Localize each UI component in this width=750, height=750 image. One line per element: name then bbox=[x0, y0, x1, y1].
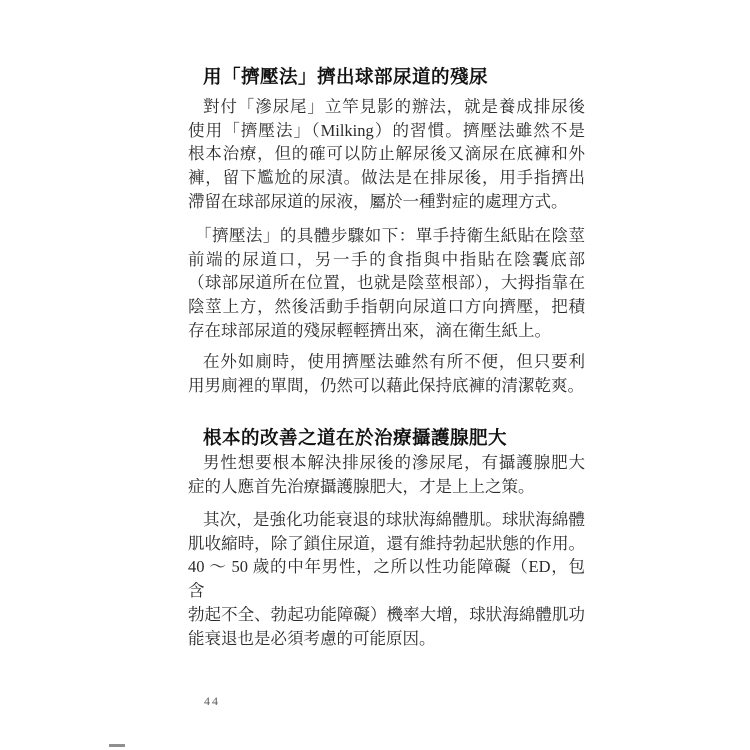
text-line: 勃起不全、勃起功能障礙）機率大增，球狀海綿體肌功 bbox=[188, 604, 585, 624]
section-heading-treatment: 根本的改善之道在於治療攝護腺肥大 bbox=[203, 427, 508, 448]
text-line: 對付「滲尿尾」立竿見影的辦法，就是養成排尿後 bbox=[203, 97, 585, 116]
text-line: 男性想要根本解決排尿後的滲尿尾，有攝護腺肥大 bbox=[203, 453, 585, 472]
section-heading-milking: 用「擠壓法」擠出球部尿道的殘尿 bbox=[203, 66, 489, 87]
paragraph-4 bbox=[188, 451, 585, 498]
text-line: （球部尿道所在位置，也就是陰莖根部），大拇指靠在 bbox=[188, 273, 585, 293]
text-line: 症的人應首先治療攝護腺肥大，才是上上之策。 bbox=[188, 476, 535, 496]
text-line: 能衰退也是必須考慮的可能原因。 bbox=[188, 628, 436, 648]
paragraph-5 bbox=[188, 508, 585, 650]
text-line: 其次，是強化功能衰退的球狀海綿體肌。球狀海綿體 bbox=[203, 510, 585, 529]
text-line: 用男廁裡的單間，仍然可以藉此保持底褲的清潔乾爽。 bbox=[188, 375, 584, 395]
paragraph-2 bbox=[188, 224, 585, 343]
text-line: 存在球部尿道的殘尿輕輕擠出來，滴在衛生紙上。 bbox=[188, 320, 551, 340]
paragraph-1 bbox=[188, 95, 585, 214]
text-line: 陰莖上方，然後活動手指朝向尿道口方向擠壓，把積 bbox=[188, 297, 585, 317]
text-line: 「擠壓法」的具體步驟如下：單手持衛生紙貼在陰莖 bbox=[195, 226, 585, 245]
text-line: 使用「擠壓法」（Milking）的習慣。擠壓法雖然不是 bbox=[188, 120, 585, 140]
text-line: 40 ～ 50 歲的中年男性，之所以性功能障礙（ED，包含 bbox=[188, 557, 585, 601]
bottom-edge-mark bbox=[109, 744, 125, 747]
page-number: 44 bbox=[204, 694, 220, 708]
text-line: 褲，留下尷尬的尿漬。做法是在排尿後，用手指擠出 bbox=[188, 168, 585, 188]
paragraph-3 bbox=[188, 350, 585, 397]
text-line: 前端的尿道口，另一手的食指與中指貼在陰囊底部 bbox=[188, 249, 585, 269]
text-line: 滯留在球部尿道的尿液，屬於一種對症的處理方式。 bbox=[188, 191, 568, 211]
text-line: 根本治療，但的確可以防止解尿後又滴尿在底褲和外 bbox=[188, 144, 585, 164]
text-line: 在外如廁時，使用擠壓法雖然有所不便，但只要利 bbox=[203, 352, 585, 371]
text-line: 肌收縮時，除了鎖住尿道，還有維持勃起狀態的作用。 bbox=[188, 533, 585, 553]
